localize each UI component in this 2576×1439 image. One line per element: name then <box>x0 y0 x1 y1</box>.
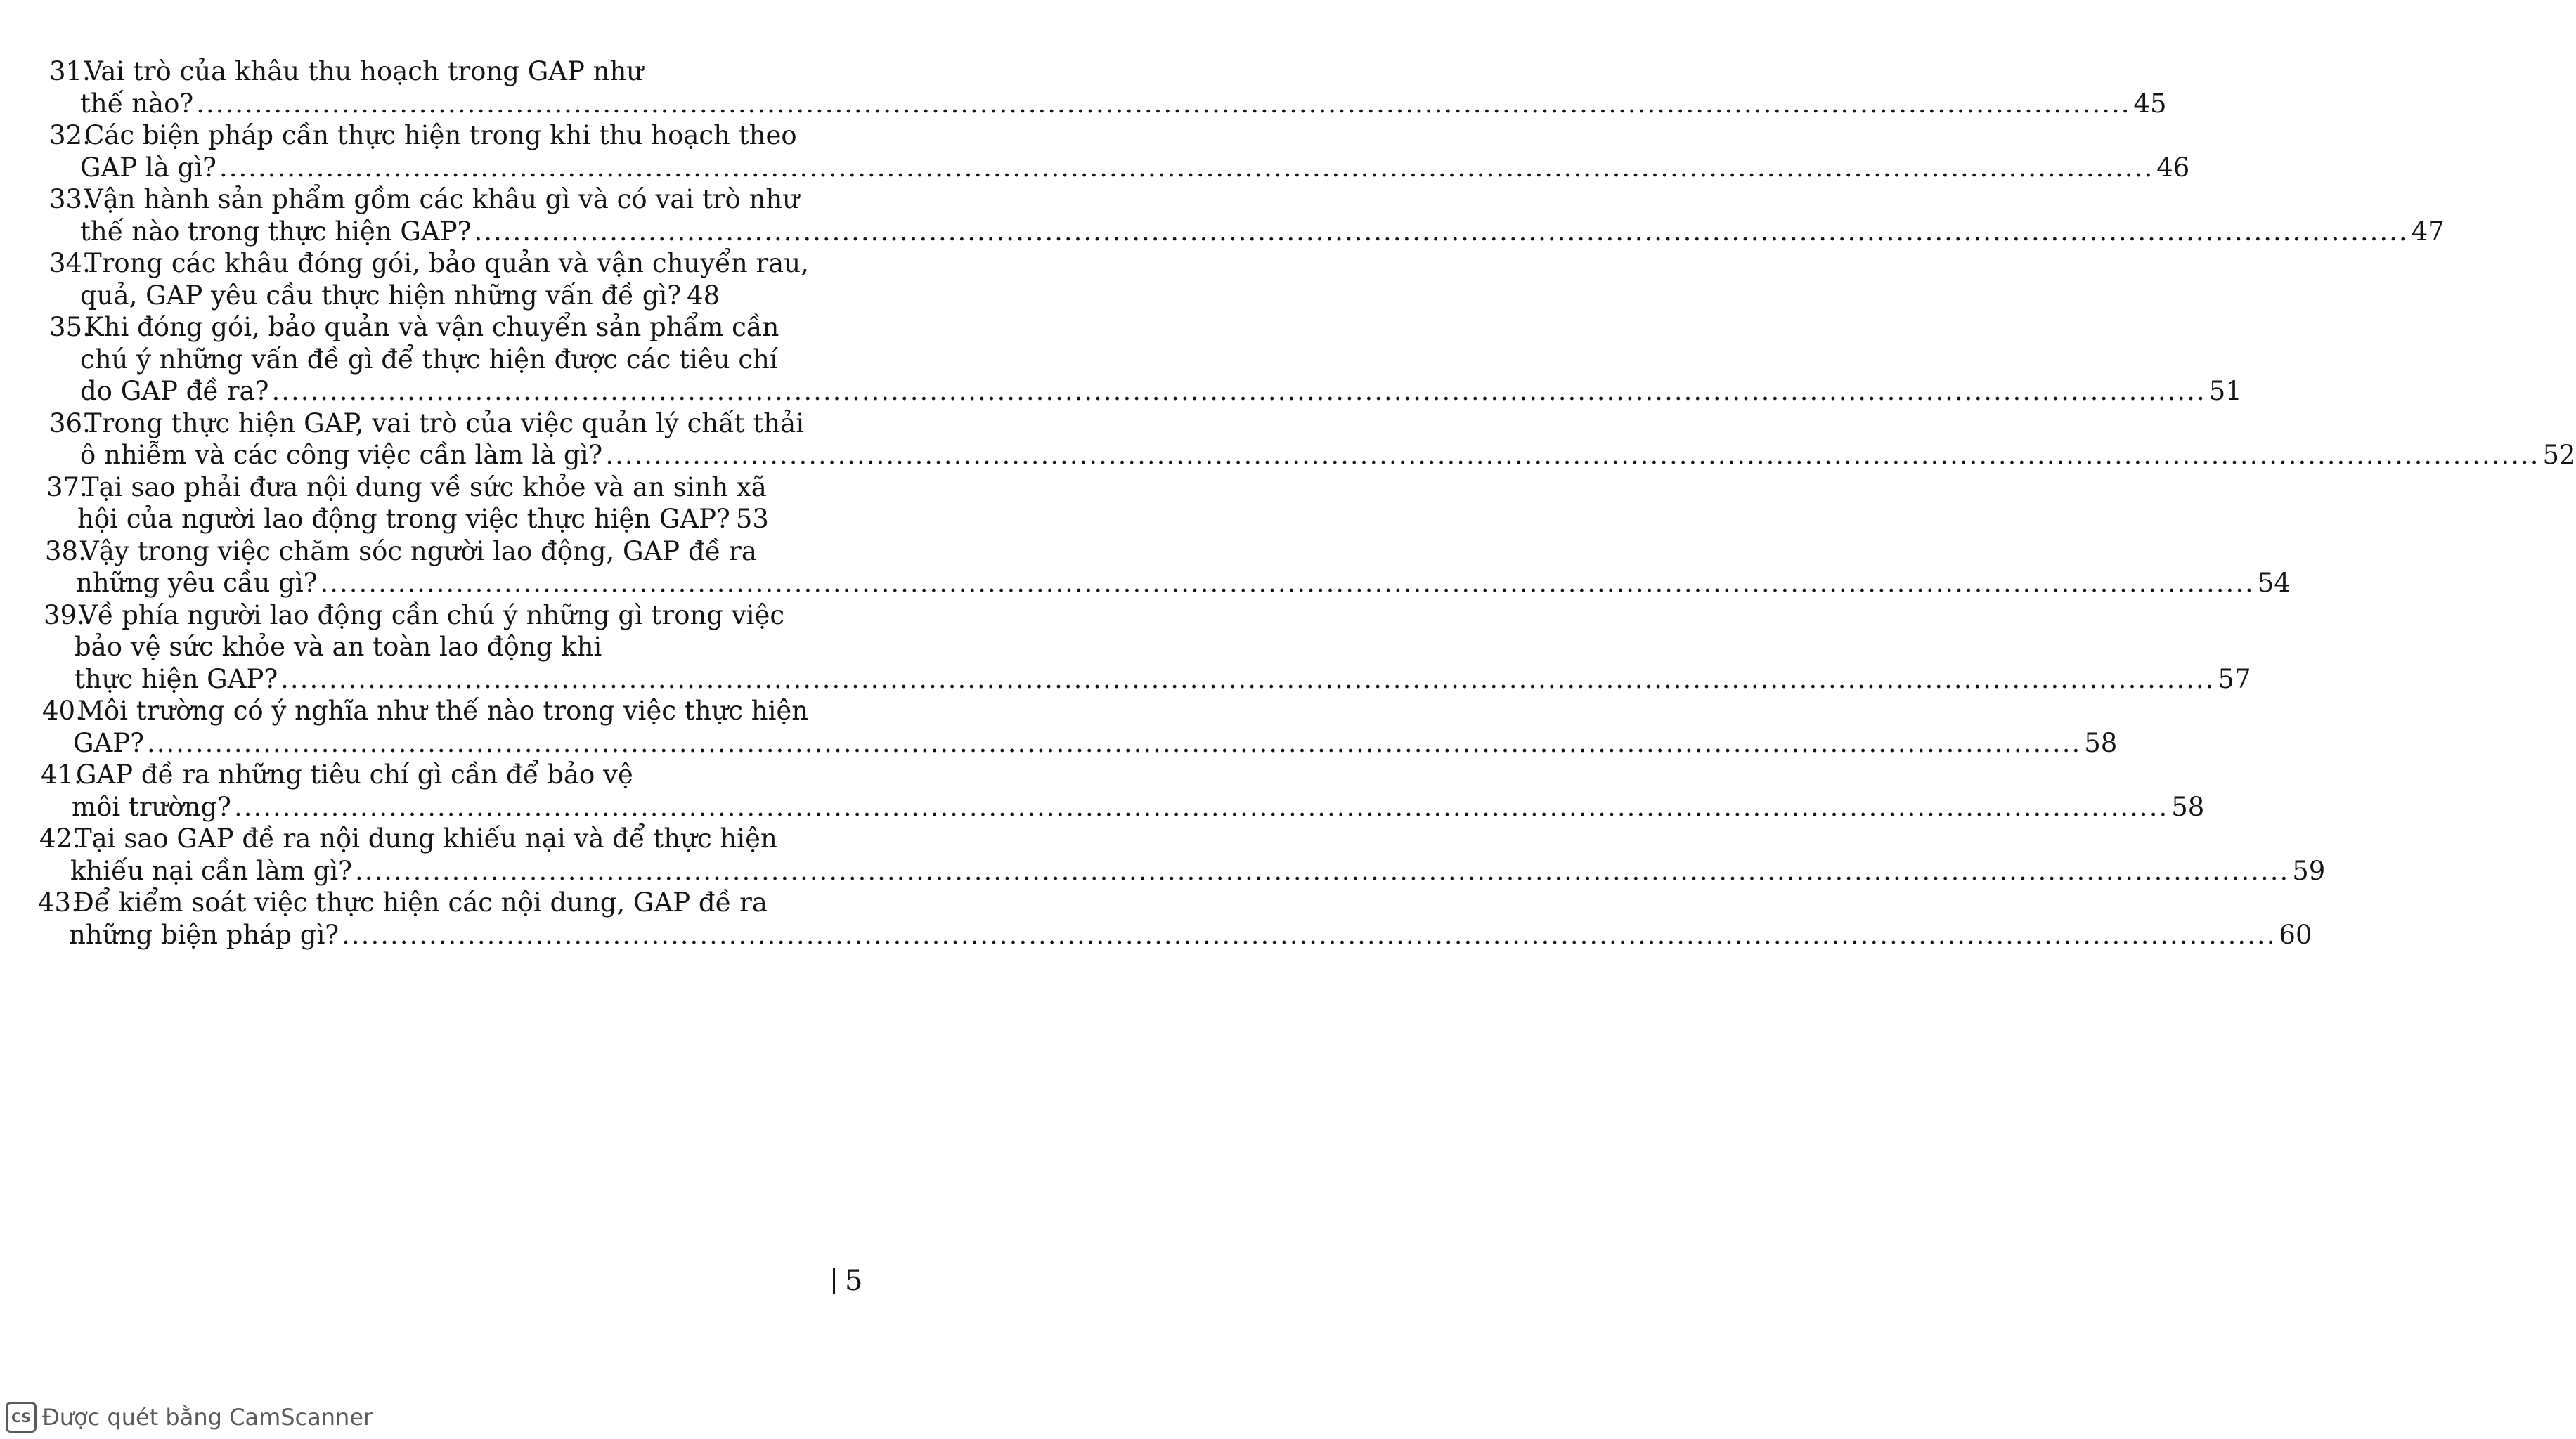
toc-entry-text: Vai trò của khâu thu hoạch trong GAP như <box>84 56 644 86</box>
toc-entry-text: hội của người lao động trong việc thực hiện GAP? <box>77 504 730 534</box>
toc-entry-text: thực hiện GAP? <box>75 663 278 694</box>
watermark-text: Được quét bằng CamScanner <box>42 1404 373 1431</box>
toc-entry-text: những biện pháp gì? <box>69 919 339 950</box>
toc-page-number: 45 <box>2133 88 2167 119</box>
toc-entry-number: 40. <box>42 696 84 726</box>
toc-entry-text: GAP đề ra những tiêu chí gì cần để bảo vệ <box>76 760 633 790</box>
toc-entry-text: Trong thực hiện GAP, vai trò của việc quản lý chất thải <box>84 408 805 438</box>
toc-page-number: 51 <box>2208 376 2242 406</box>
dot-leader: ........................................................................................................................................................................................................ <box>196 88 2131 119</box>
toc-entry-number: 39. <box>44 599 85 630</box>
camscanner-logo-glyph <box>11 1409 32 1425</box>
dot-leader: ........................................................................................................................................................................................................ <box>355 855 2290 886</box>
toc-entry-text: thế nào? <box>80 88 194 119</box>
toc-entry-text: Để kiểm soát việc thực hiện các nội dung, GAP đề ra <box>73 887 768 918</box>
toc-entry-number: 41. <box>41 760 82 790</box>
camscanner-logo-icon <box>6 1402 37 1433</box>
toc-page-number: 48 <box>687 280 720 311</box>
toc-entry-text: do GAP đề ra? <box>80 376 269 406</box>
toc-page-number: 53 <box>735 504 769 534</box>
toc-entry-text: những yêu cầu gì? <box>76 568 318 598</box>
toc-entry-text: chú ý những vấn đề gì để thực hiện được các tiêu chí <box>80 344 778 375</box>
toc-entry-text: khiếu nại cần làm gì? <box>70 855 353 886</box>
toc-entry-text: ô nhiễm và các công việc cần làm là gì? <box>80 440 603 470</box>
dot-leader: ........................................................................................................................................................................................................ <box>219 152 2154 183</box>
toc-entry-text: Tại sao phải đưa nội dung về sức khỏe và an sinh xã <box>82 471 767 502</box>
page-number <box>833 1263 862 1298</box>
toc-page-number: 58 <box>2084 727 2118 758</box>
folio-rule <box>833 1268 835 1294</box>
folio-number: 5 <box>845 1265 863 1297</box>
toc-entry-text: Tại sao GAP đề ra nội dung khiếu nại và để thực hiện <box>75 823 777 854</box>
toc-entry-text: Vận hành sản phẩm gồm các khâu gì và có vai trò như <box>84 184 800 214</box>
dot-leader: ........................................................................................................................................................................................................ <box>271 376 2206 406</box>
toc-entry-number: 38. <box>45 535 86 566</box>
toc-page-number: 60 <box>2279 919 2312 950</box>
dot-leader: ........................................................................................................................................................................................................ <box>147 727 2082 758</box>
toc-page-number: 59 <box>2292 855 2326 886</box>
toc-entry-number: 42. <box>39 823 81 854</box>
toc-entry-text: bảo vệ sức khỏe và an toàn lao động khi <box>75 632 602 662</box>
toc-line <box>69 916 2312 954</box>
camscanner-logo-text: CS <box>11 1410 31 1426</box>
toc-entry-number: 43. <box>38 887 79 918</box>
toc-entry-number: 31. <box>49 56 91 86</box>
dot-leader: ........................................................................................................................................................................................................ <box>320 568 2255 598</box>
toc-entry-text: Trong các khâu đóng gói, bảo quản và vận chuyển rau, <box>84 248 809 278</box>
toc-entry-text: GAP? <box>73 727 145 758</box>
toc-page-number: 52 <box>2542 440 2576 470</box>
toc-entry-text: quả, GAP yêu cầu thực hiện những vấn đề gì? <box>80 280 682 311</box>
toc-entry-text: Khi đóng gói, bảo quản và vận chuyển sản phẩm cần <box>84 312 779 342</box>
dot-leader: ........................................................................................................................................................................................................ <box>605 440 2540 470</box>
camscanner-watermark <box>6 1400 373 1434</box>
dot-leader: ........................................................................................................................................................................................................ <box>342 919 2277 950</box>
dot-leader: ........................................................................................................................................................................................................ <box>233 791 2169 822</box>
toc-entry-number: 33. <box>49 184 91 214</box>
dot-leader: ........................................................................................................................................................................................................ <box>280 663 2215 694</box>
toc-entry-number: 32. <box>49 120 91 150</box>
dot-leader: ........................................................................................................................................................................................................ <box>474 216 2409 247</box>
toc-entry-text: môi trường? <box>72 791 231 822</box>
toc-page-number: 58 <box>2171 791 2205 822</box>
toc-entry-number: 36. <box>49 408 91 438</box>
toc-page-number: 57 <box>2218 663 2251 694</box>
toc-entry-number: 35. <box>49 312 91 342</box>
toc-entry-text: Vậy trong việc chăm sóc người lao động, GAP đề ra <box>80 535 757 566</box>
toc-entry-text: thế nào trong thực hiện GAP? <box>80 216 472 247</box>
toc-entry-text: Về phía người lao động cần chú ý những gì trong việc <box>79 599 785 630</box>
toc-entry-number: 34. <box>49 248 91 278</box>
toc-entry-text: Các biện pháp cần thực hiện trong khi thu hoạch theo <box>84 120 797 150</box>
toc-page-number: 47 <box>2411 216 2445 247</box>
toc-entry-number: 37. <box>46 471 88 502</box>
toc-entry-text: GAP là gì? <box>80 152 216 183</box>
toc-entry-text: Môi trường có ý nghĩa như thế nào trong việc thực hiện <box>77 696 809 726</box>
toc-page-number: 54 <box>2257 568 2291 598</box>
toc-page-number: 46 <box>2156 152 2190 183</box>
